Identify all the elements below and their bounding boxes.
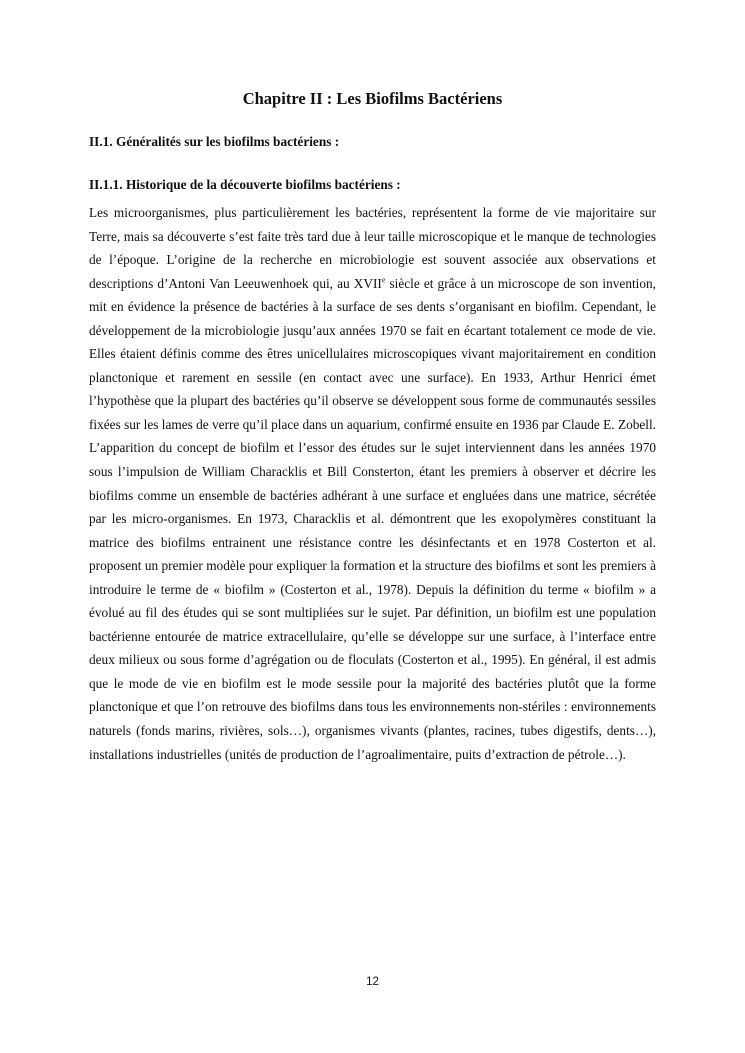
section-heading: II.1. Généralités sur les biofilms bactériens : [89,134,340,149]
page-number: 12 [366,976,379,988]
paragraph-text-part-2: siècle et grâce à un microscope de son invention, mit en évidence la présence de bactéries à la surface de ses dents s’organisant en biofilm. Cependant, le développement de la microbiologie jusqu’aux années 1970 se fait en écartant totalement ce mode de vie. Elles étaient définis comme des êtres unicellulaires microscopiques vivant majoritairement en condition planctonique et rarement en sessile (en contact avec une surface). En 1933, Arthur Henrici émet l’hypothèse que la plupart des bactéries qu’il observe se développent sous forme de communautés sessiles fixées sur les lames de verre qu’il place dans un aquarium, confirmé ensuite en 1936 par Claude E. Zobell. L’apparition du concept de biofilm et l’essor des études sur le sujet interviennent dans les années 1970 sous l’impulsion de William Characklis et Bill Consterton, étant les premiers à observer et décrire les biofilms comme un ensemble de bactéries adhérant à une surface et engluées dans une matrice, sécrétée par les micro-organismes. En 1973, Characklis et al. démontrent que les exopolymères constituant la matrice des biofilms entrainent une résistance contre les désinfectants et en 1978 Costerton et al. proposent un premier modèle pour expliquer la formation et la structure des biofilms et sont les premiers à introduire le terme de « biofilm » (Costerton et al., 1978). Depuis la définition du terme « biofilm » a évolué au fil des études qui se sont multipliées sur le sujet. Par définition, un biofilm est une population bactérienne entourée de matrice extracellulaire, qu’elle se développe sur une surface, à l’interface entre deux milieux ou sous forme d’agrégation ou de floculats (Costerton et al., 1995). En général, il est admis que le mode de vie en biofilm est le mode sessile pour la majorité des bactéries plutôt que la forme planctonique et que l’on retrouve des biofilms dans tous les environnements non-stériles : environnements naturels (fonds marins, rivières, sols…), organismes vivants (plantes, racines, tubes digestifs, dents…), installations industrielles (unités de production de l’agroalimentaire, puits d’extraction de pétrole…). [89,275,656,762]
subsection-heading: II.1.1. Historique de la découverte biofilms bactériens : [89,177,401,192]
century-superscript: e [381,275,386,285]
paragraph-text-part-1: Les microorganismes, plus particulièrement les bactéries, représentent la forme de vie majoritaire sur Terre, mais sa découverte s’est faite très tard due à leur taille microscopique et le manque de technologies de l’époque. L’origine de la recherche en microbiologie est souvent associée aux observations et descriptions d’Antoni Van Leeuwenhoek qui, au XVII [89,205,656,291]
chapter-title: Chapitre II : Les Biofilms Bactériens [242,89,503,108]
body-paragraph [89,201,656,766]
